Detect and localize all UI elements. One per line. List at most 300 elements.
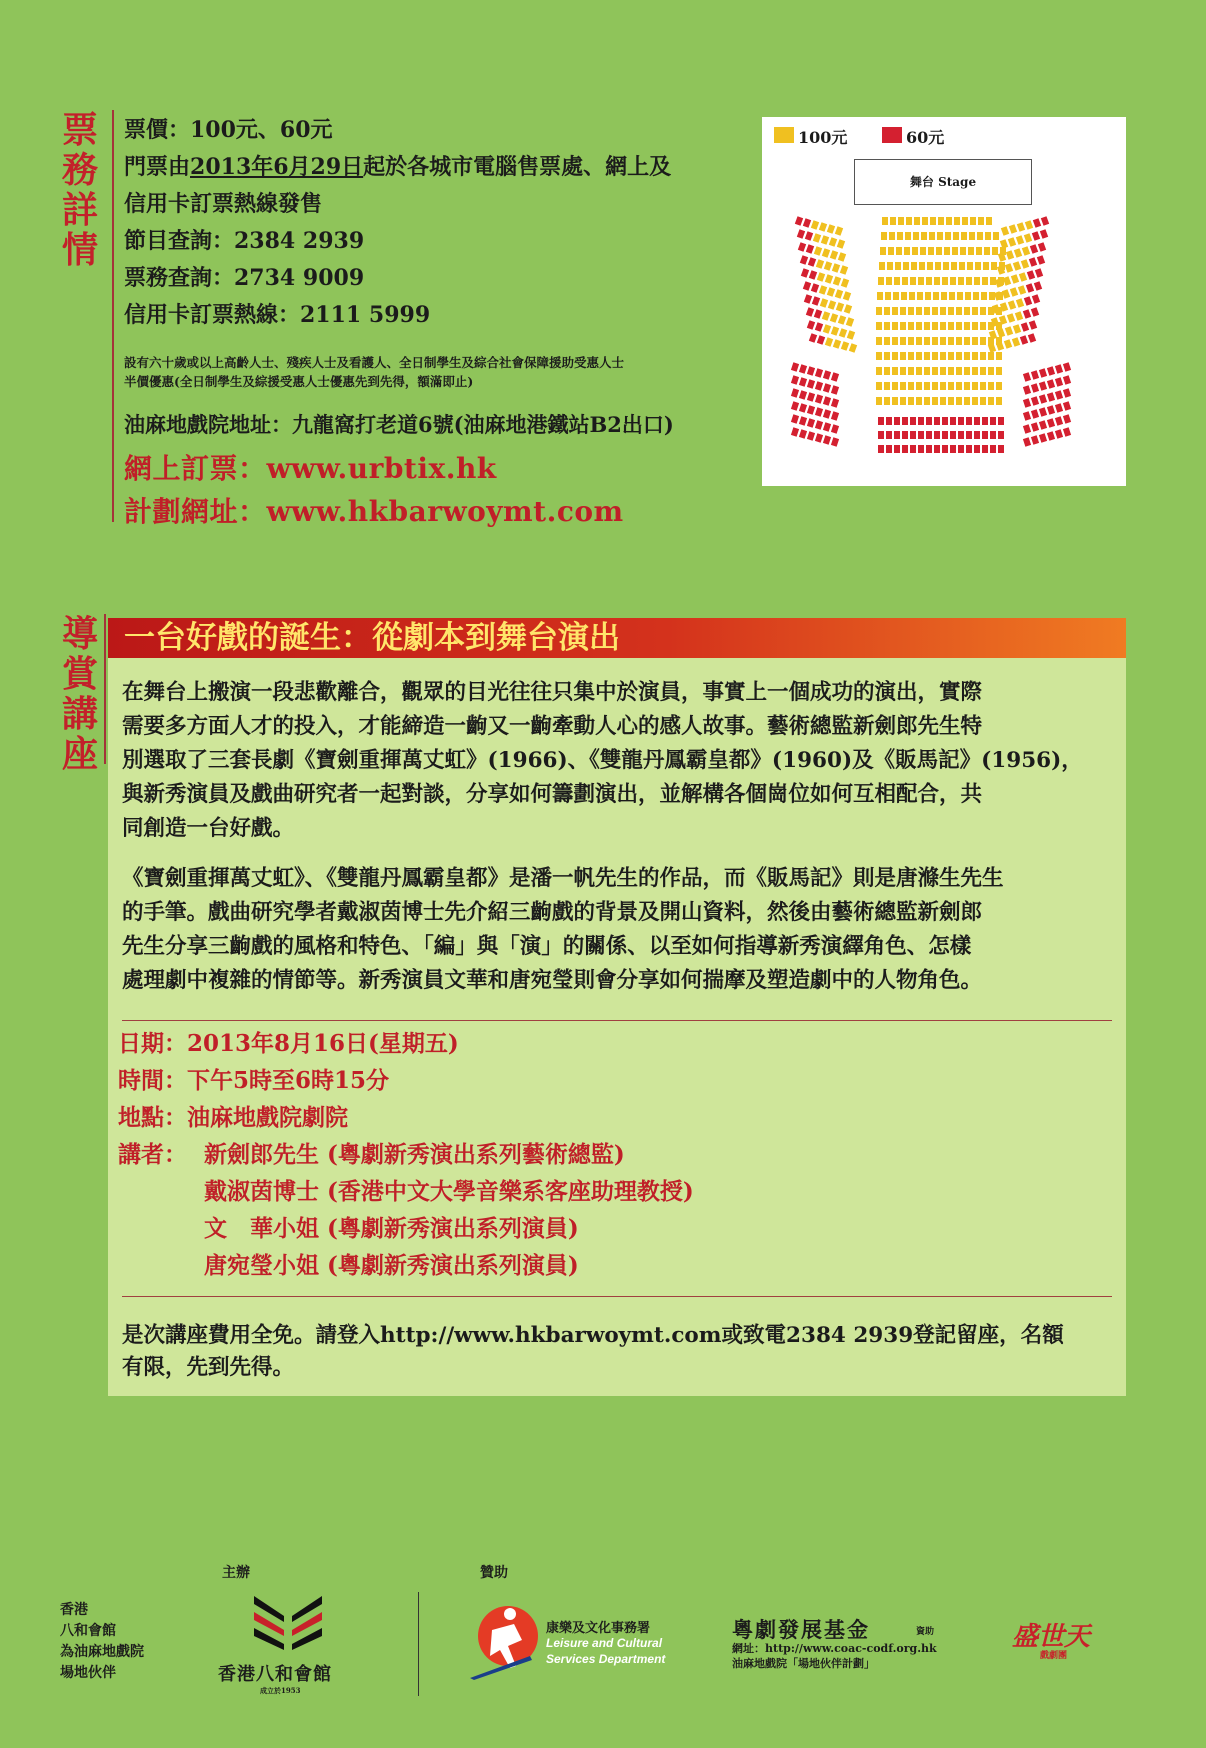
seat-100 bbox=[973, 292, 979, 300]
seat-60 bbox=[982, 445, 988, 453]
seat-60 bbox=[1031, 231, 1039, 241]
seat-100 bbox=[922, 217, 928, 225]
seat-100 bbox=[916, 307, 922, 315]
seat-60 bbox=[1023, 411, 1031, 420]
seat-100 bbox=[916, 352, 922, 360]
seat-100 bbox=[827, 224, 835, 234]
seat-100 bbox=[983, 262, 989, 270]
seat-100 bbox=[932, 307, 938, 315]
seat-100 bbox=[823, 324, 831, 334]
seat-100 bbox=[964, 337, 970, 345]
seat-100 bbox=[1011, 274, 1019, 284]
seat-100 bbox=[897, 232, 903, 240]
seat-60 bbox=[1031, 383, 1039, 392]
seat-100 bbox=[944, 247, 950, 255]
seat-60 bbox=[942, 431, 948, 439]
seat-60 bbox=[998, 431, 1004, 439]
seat-60 bbox=[1025, 283, 1033, 293]
seat-100 bbox=[956, 367, 962, 375]
seat-map bbox=[762, 117, 1126, 486]
legend-swatch-100 bbox=[774, 127, 794, 143]
seat-60 bbox=[1039, 381, 1047, 390]
seat-60 bbox=[982, 417, 988, 425]
seat-60 bbox=[894, 445, 900, 453]
seat-100 bbox=[972, 337, 978, 345]
seat-60 bbox=[815, 322, 823, 332]
seat-100 bbox=[876, 397, 882, 405]
seat-100 bbox=[924, 382, 930, 390]
seat-100 bbox=[876, 352, 882, 360]
seat-100 bbox=[932, 382, 938, 390]
seat-100 bbox=[895, 262, 901, 270]
seat-60 bbox=[1031, 409, 1039, 418]
seat-60 bbox=[791, 427, 799, 436]
seat-100 bbox=[927, 262, 933, 270]
seat-60 bbox=[902, 445, 908, 453]
seat-60 bbox=[823, 396, 831, 405]
talk-section-heading: 導 賞 講 座 bbox=[61, 613, 98, 775]
seat-60 bbox=[894, 417, 900, 425]
seat-100 bbox=[1011, 337, 1019, 347]
seat-60 bbox=[802, 281, 810, 291]
seat-60 bbox=[815, 433, 823, 442]
legend-label-100: 100元 bbox=[798, 128, 848, 147]
seat-100 bbox=[892, 382, 898, 390]
seat-100 bbox=[820, 235, 828, 245]
seat-100 bbox=[943, 262, 949, 270]
seat-60 bbox=[803, 218, 811, 228]
seat-100 bbox=[880, 247, 886, 255]
seat-100 bbox=[942, 277, 948, 285]
seat-100 bbox=[958, 277, 964, 285]
seat-100 bbox=[812, 233, 820, 243]
seat-100 bbox=[901, 292, 907, 300]
seat-100 bbox=[839, 265, 847, 275]
seat-100 bbox=[819, 222, 827, 232]
seat-100 bbox=[890, 217, 896, 225]
seat-100 bbox=[876, 382, 882, 390]
seat-60 bbox=[974, 445, 980, 453]
seat-100 bbox=[841, 278, 849, 288]
seat-60 bbox=[831, 398, 839, 407]
seat-100 bbox=[951, 262, 957, 270]
seat-100 bbox=[948, 322, 954, 330]
seat-100 bbox=[932, 322, 938, 330]
seat-60 bbox=[1038, 242, 1046, 252]
seat-100 bbox=[900, 307, 906, 315]
fund-tag: 資助 bbox=[916, 1627, 935, 1637]
free-admission-note: 是次講座費用全免。請登入http://www.hkbarwoymt.com或致電2384 2939登記留座，名額 有限，先到先得。 bbox=[122, 1323, 1064, 1380]
seat-100 bbox=[1016, 298, 1024, 308]
seat-60 bbox=[1055, 390, 1063, 399]
talk-divider bbox=[104, 614, 106, 764]
seat-100 bbox=[900, 337, 906, 345]
seat-100 bbox=[884, 382, 890, 390]
seat-100 bbox=[830, 250, 838, 260]
seat-100 bbox=[908, 352, 914, 360]
seat-100 bbox=[980, 307, 986, 315]
ticket-section-heading: 票 務 詳 情 bbox=[61, 109, 98, 271]
seat-60 bbox=[1031, 396, 1039, 405]
stage-box: 舞台 Stage bbox=[854, 159, 1032, 205]
talk-paragraph-1: 在舞台上搬演一段悲歡離合，觀眾的目光往往只集中於演員，事實上一個成功的演出，實際 需要多方面人才的投入，才能締造一齣又一齣牽動人心的感人故事。藝術總監新劍郎先生特 別選取了三套長劇《寶劍重揮萬丈虹》(1966)、《雙龍丹鳳霸皇都》(1960)及《販馬記》(1956)， 與新秀演員及戲曲研究者一起對談，分享如何籌劃演出，並解構各個崗位如何互相配合，共 同創造一台好戲。 bbox=[122, 680, 1083, 841]
seat-60 bbox=[813, 309, 821, 319]
seat-100 bbox=[894, 277, 900, 285]
seat-100 bbox=[940, 352, 946, 360]
seat-60 bbox=[1041, 216, 1049, 226]
seat-100 bbox=[829, 313, 837, 323]
seat-100 bbox=[948, 307, 954, 315]
seat-100 bbox=[967, 262, 973, 270]
seat-100 bbox=[964, 397, 970, 405]
seat-60 bbox=[799, 429, 807, 438]
seat-60 bbox=[823, 383, 831, 392]
seat-60 bbox=[1063, 427, 1071, 436]
seat-100 bbox=[996, 382, 1002, 390]
lcsd-name-en-2: Services Department bbox=[546, 1652, 666, 1666]
seat-100 bbox=[1006, 313, 1014, 323]
seat-100 bbox=[878, 277, 884, 285]
seat-60 bbox=[805, 307, 813, 317]
seat-60 bbox=[1039, 433, 1047, 442]
seat-100 bbox=[956, 382, 962, 390]
seat-100 bbox=[900, 352, 906, 360]
seat-100 bbox=[956, 352, 962, 360]
seat-100 bbox=[847, 330, 855, 340]
seat-100 bbox=[950, 277, 956, 285]
seat-60 bbox=[1055, 416, 1063, 425]
seat-60 bbox=[791, 388, 799, 397]
seat-100 bbox=[903, 262, 909, 270]
seat-60 bbox=[1063, 362, 1071, 371]
seat-100 bbox=[1014, 311, 1022, 321]
seat-60 bbox=[798, 242, 806, 252]
seat-100 bbox=[1009, 287, 1017, 297]
seat-100 bbox=[949, 292, 955, 300]
seat-60 bbox=[958, 445, 964, 453]
seat-100 bbox=[879, 262, 885, 270]
seat-100 bbox=[980, 352, 986, 360]
seat-60 bbox=[795, 216, 803, 226]
seat-100 bbox=[908, 337, 914, 345]
seat-100 bbox=[986, 217, 992, 225]
seat-100 bbox=[884, 307, 890, 315]
seat-100 bbox=[974, 277, 980, 285]
seat-100 bbox=[966, 277, 972, 285]
seat-60 bbox=[990, 445, 996, 453]
seat-100 bbox=[924, 337, 930, 345]
seat-100 bbox=[820, 298, 828, 308]
seat-100 bbox=[1014, 248, 1022, 258]
lcsd-name-cn: 康樂及文化事務署 bbox=[546, 1621, 651, 1636]
seat-100 bbox=[916, 367, 922, 375]
seat-100 bbox=[886, 277, 892, 285]
seat-100 bbox=[930, 217, 936, 225]
seat-100 bbox=[902, 277, 908, 285]
lcsd-logo-icon bbox=[470, 1600, 544, 1680]
seat-100 bbox=[940, 307, 946, 315]
seat-60 bbox=[942, 445, 948, 453]
seat-100 bbox=[912, 247, 918, 255]
seat-100 bbox=[884, 322, 890, 330]
seat-100 bbox=[988, 382, 994, 390]
seat-60 bbox=[918, 431, 924, 439]
seat-100 bbox=[959, 262, 965, 270]
seat-100 bbox=[881, 232, 887, 240]
seat-60 bbox=[1027, 270, 1035, 280]
seat-100 bbox=[908, 367, 914, 375]
seat-100 bbox=[996, 397, 1002, 405]
sponsor-label: 贊助 bbox=[480, 1565, 508, 1581]
seat-100 bbox=[978, 217, 984, 225]
seat-100 bbox=[876, 322, 882, 330]
seat-100 bbox=[828, 237, 836, 247]
seat-100 bbox=[811, 220, 819, 230]
seat-60 bbox=[966, 417, 972, 425]
seat-100 bbox=[980, 397, 986, 405]
seat-100 bbox=[892, 397, 898, 405]
seat-100 bbox=[948, 352, 954, 360]
seat-100 bbox=[898, 217, 904, 225]
seat-100 bbox=[946, 217, 952, 225]
seat-100 bbox=[997, 328, 1005, 338]
seat-60 bbox=[815, 394, 823, 403]
seat-100 bbox=[917, 292, 923, 300]
seat-100 bbox=[1020, 259, 1028, 269]
seat-100 bbox=[964, 382, 970, 390]
seat-100 bbox=[1000, 302, 1008, 312]
seat-60 bbox=[823, 370, 831, 379]
seat-100 bbox=[1005, 326, 1013, 336]
divider-line bbox=[122, 1020, 1112, 1021]
seat-100 bbox=[996, 367, 1002, 375]
seat-100 bbox=[988, 367, 994, 375]
speaker-3: 文 華小姐 (粵劇新秀演出系列演員) bbox=[204, 1215, 579, 1242]
seat-100 bbox=[1003, 276, 1011, 286]
seat-100 bbox=[956, 322, 962, 330]
seat-60 bbox=[812, 296, 820, 306]
seat-60 bbox=[815, 407, 823, 416]
seat-100 bbox=[984, 247, 990, 255]
seat-60 bbox=[982, 431, 988, 439]
seat-60 bbox=[799, 416, 807, 425]
seat-60 bbox=[1019, 335, 1027, 345]
seat-60 bbox=[823, 422, 831, 431]
seat-100 bbox=[924, 352, 930, 360]
seat-60 bbox=[966, 431, 972, 439]
seat-100 bbox=[928, 247, 934, 255]
seat-60 bbox=[1031, 435, 1039, 444]
seat-60 bbox=[886, 431, 892, 439]
seat-100 bbox=[1007, 237, 1015, 247]
seat-100 bbox=[916, 322, 922, 330]
seat-60 bbox=[1033, 218, 1041, 228]
seat-100 bbox=[940, 337, 946, 345]
seat-100 bbox=[988, 397, 994, 405]
seat-100 bbox=[948, 397, 954, 405]
seat-60 bbox=[1022, 309, 1030, 319]
seat-100 bbox=[972, 322, 978, 330]
seat-60 bbox=[799, 255, 807, 265]
seat-60 bbox=[894, 431, 900, 439]
fund-name: 粵劇發展基金 bbox=[732, 1617, 870, 1642]
seat-100 bbox=[884, 337, 890, 345]
seat-60 bbox=[831, 424, 839, 433]
seat-100 bbox=[965, 292, 971, 300]
seat-100 bbox=[976, 247, 982, 255]
seat-60 bbox=[1030, 244, 1038, 254]
seat-60 bbox=[1039, 368, 1047, 377]
seat-60 bbox=[807, 320, 815, 330]
seat-100 bbox=[900, 397, 906, 405]
troupe-sub: 戲劇團 bbox=[1040, 1651, 1068, 1661]
seat-100 bbox=[972, 382, 978, 390]
seat-100 bbox=[948, 337, 954, 345]
seat-100 bbox=[926, 277, 932, 285]
seat-100 bbox=[956, 307, 962, 315]
ticket-info bbox=[124, 112, 744, 334]
seat-60 bbox=[1021, 322, 1029, 332]
seat-60 bbox=[1029, 320, 1037, 330]
seat-100 bbox=[968, 247, 974, 255]
seat-60 bbox=[878, 431, 884, 439]
seat-60 bbox=[1055, 377, 1063, 386]
organizer-label: 主辦 bbox=[222, 1565, 250, 1581]
seat-100 bbox=[972, 367, 978, 375]
seat-60 bbox=[1047, 405, 1055, 414]
seat-100 bbox=[918, 277, 924, 285]
seat-100 bbox=[932, 352, 938, 360]
seat-100 bbox=[889, 232, 895, 240]
seat-60 bbox=[1047, 366, 1055, 375]
seat-100 bbox=[876, 367, 882, 375]
concession-note: 設有六十歲或以上高齡人士、殘疾人士及看護人、全日制學生及綜合社會保障援助受惠人士 半價優惠(全日制學生及綜援受惠人士優惠先到先得，額滿即止) bbox=[124, 355, 625, 389]
seat-60 bbox=[1047, 379, 1055, 388]
seat-60 bbox=[950, 445, 956, 453]
seat-100 bbox=[914, 217, 920, 225]
seat-100 bbox=[985, 232, 991, 240]
seat-100 bbox=[940, 367, 946, 375]
ticket-sale-line: 門票由2013年6月29日起於各城市電腦售票處、網上及 bbox=[124, 154, 672, 180]
seat-100 bbox=[1001, 226, 1009, 236]
seat-100 bbox=[814, 246, 822, 256]
seat-100 bbox=[956, 337, 962, 345]
seat-100 bbox=[818, 285, 826, 295]
seat-100 bbox=[1015, 235, 1023, 245]
seat-100 bbox=[956, 397, 962, 405]
seat-100 bbox=[1009, 224, 1017, 234]
seat-100 bbox=[948, 382, 954, 390]
seat-100 bbox=[908, 322, 914, 330]
seat-100 bbox=[888, 247, 894, 255]
venue-address: 油麻地戲院地址：九龍窩打老道6號(油麻地港鐵站B2出口) bbox=[124, 412, 674, 437]
seat-100 bbox=[910, 277, 916, 285]
seat-100 bbox=[935, 262, 941, 270]
project-website-link[interactable]: 計劃網址：www.hkbarwoymt.com bbox=[124, 495, 624, 528]
talk-panel bbox=[108, 658, 1126, 1396]
seat-100 bbox=[980, 337, 986, 345]
seat-100 bbox=[834, 289, 842, 299]
seat-100 bbox=[954, 217, 960, 225]
seat-100 bbox=[876, 337, 882, 345]
seat-100 bbox=[1004, 263, 1012, 273]
seat-60 bbox=[807, 431, 815, 440]
seat-100 bbox=[980, 322, 986, 330]
seat-60 bbox=[1023, 437, 1031, 446]
urbtix-link[interactable]: 網上訂票：www.urbtix.hk bbox=[124, 452, 497, 485]
seat-100 bbox=[1019, 272, 1027, 282]
seat-100 bbox=[913, 232, 919, 240]
seat-60 bbox=[1039, 420, 1047, 429]
seat-60 bbox=[1063, 375, 1071, 384]
seat-60 bbox=[1023, 424, 1031, 433]
program-enquiry: 節目查詢：2384 2939 bbox=[124, 228, 365, 254]
troupe-logo: 盛世天 bbox=[1012, 1622, 1091, 1652]
seat-60 bbox=[791, 375, 799, 384]
ticket-sale-line-2: 信用卡訂票熱線發售 bbox=[124, 191, 323, 217]
seat-100 bbox=[882, 217, 888, 225]
seat-60 bbox=[990, 431, 996, 439]
seat-100 bbox=[972, 397, 978, 405]
seat-60 bbox=[791, 362, 799, 371]
seat-100 bbox=[1022, 246, 1030, 256]
seat-60 bbox=[1047, 418, 1055, 427]
organizer-year: 成立於1953 bbox=[260, 1686, 301, 1695]
seat-100 bbox=[825, 274, 833, 284]
seat-60 bbox=[1030, 307, 1038, 317]
seat-100 bbox=[932, 337, 938, 345]
fund-url: 網址：http://www.coac-codf.org.hk bbox=[732, 1642, 937, 1655]
seat-60 bbox=[950, 417, 956, 425]
seat-60 bbox=[1023, 398, 1031, 407]
seat-100 bbox=[900, 382, 906, 390]
seat-100 bbox=[936, 247, 942, 255]
seat-60 bbox=[806, 244, 814, 254]
seat-100 bbox=[885, 292, 891, 300]
seat-60 bbox=[878, 445, 884, 453]
seat-60 bbox=[1031, 422, 1039, 431]
seat-100 bbox=[932, 367, 938, 375]
seat-100 bbox=[884, 352, 890, 360]
seat-60 bbox=[831, 372, 839, 381]
seat-100 bbox=[837, 315, 845, 325]
seat-100 bbox=[934, 277, 940, 285]
seat-60 bbox=[815, 381, 823, 390]
seat-60 bbox=[958, 417, 964, 425]
talk-paragraph-2: 《寶劍重揮萬丈虹》、《雙龍丹鳳霸皇都》是潘一帆先生的作品，而《販馬記》則是唐滌生先生 的手筆。戲曲研究學者戴淑茵博士先介紹三齣戲的背景及開山資料，然後由藝術總監新劍郎 先生分享三齣戲的風格和特色、「編」與「演」的關係、以至如何指導新秀演繹角色、怎樣 處理劇中複雜的情節等。新秀演員文華和唐宛瑩則會分享如何揣摩及塑造劇中的人物角色。 bbox=[122, 866, 1004, 993]
credit-card-hotline: 信用卡訂票熱線：2111 5999 bbox=[124, 302, 431, 328]
seat-60 bbox=[831, 437, 839, 446]
seat-60 bbox=[1033, 281, 1041, 291]
seat-100 bbox=[896, 247, 902, 255]
seat-60 bbox=[902, 431, 908, 439]
talk-title: 一台好戲的誕生：從劇本到舞台演出 bbox=[124, 620, 620, 656]
seat-60 bbox=[926, 445, 932, 453]
seat-100 bbox=[840, 341, 848, 351]
seat-100 bbox=[970, 217, 976, 225]
seat-60 bbox=[918, 417, 924, 425]
seat-60 bbox=[1024, 296, 1032, 306]
seat-60 bbox=[926, 417, 932, 425]
seat-100 bbox=[908, 382, 914, 390]
seat-100 bbox=[831, 263, 839, 273]
seat-60 bbox=[998, 445, 1004, 453]
seat-100 bbox=[940, 397, 946, 405]
seat-60 bbox=[831, 411, 839, 420]
seat-100 bbox=[826, 287, 834, 297]
seat-100 bbox=[900, 322, 906, 330]
seat-100 bbox=[961, 232, 967, 240]
